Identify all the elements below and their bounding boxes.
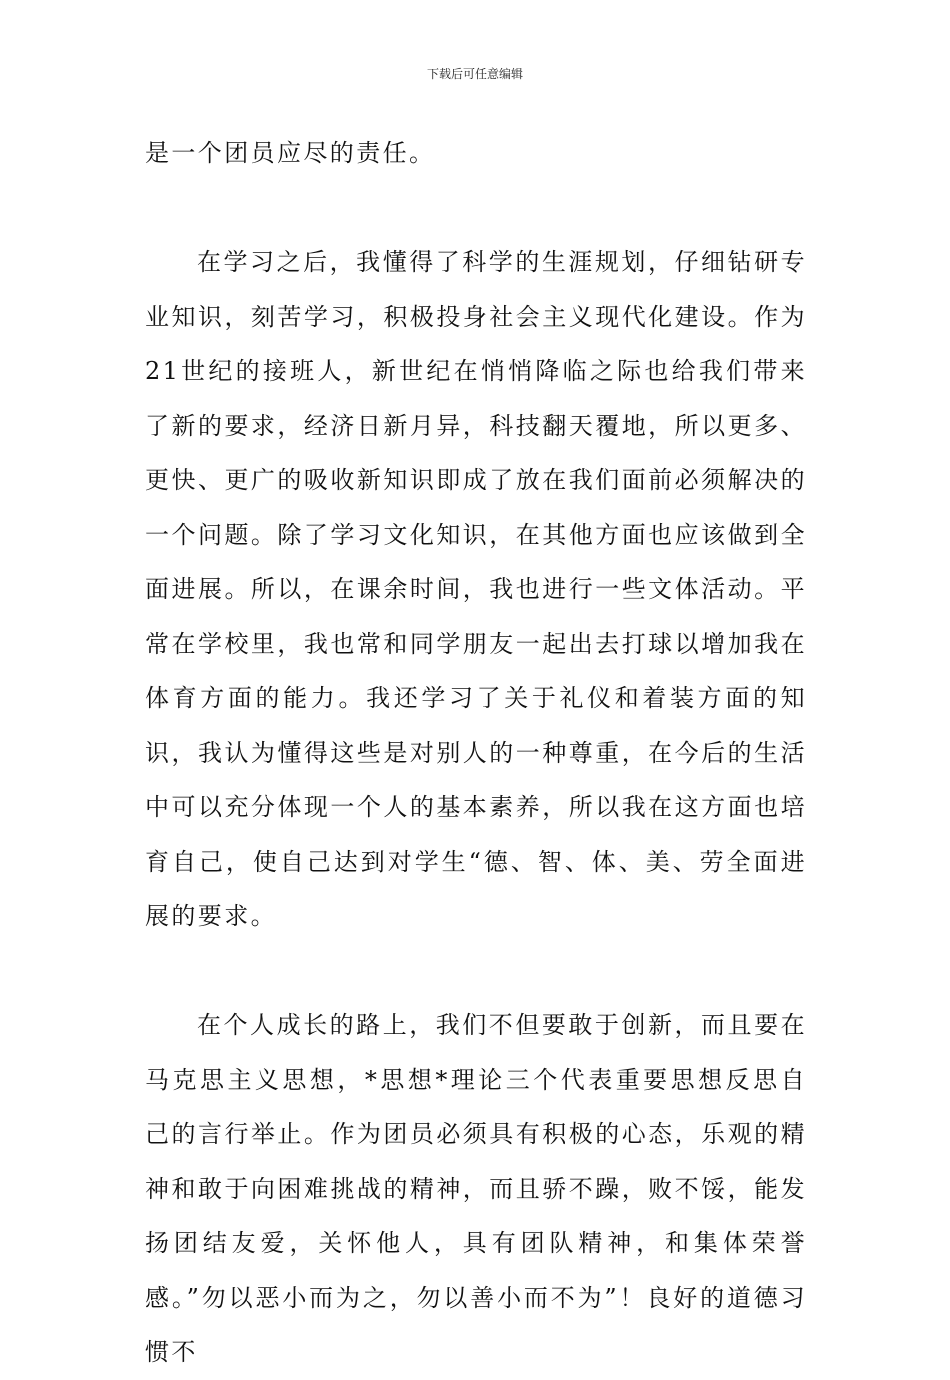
paragraph-continuation: 是一个团员应尽的责任。 <box>145 139 436 167</box>
paragraph-growth: 在个人成长的路上，我们不但要敢于创新，而且要在马克思主义思想，*思想*理论三个代表重要思想反思自己的言行举止。作为团员必须具有积极的心态，乐观的精神和敢于向困难挑战的精神，而且骄不躁，败不馁，能发扬团结友爱，关怀他人，具有团队精神，和集体荣誉感。”勿以恶小而为之，勿以善小而不为”！良好的道德习惯不 <box>145 1011 807 1366</box>
paragraph-gap <box>145 944 807 999</box>
paragraph-study: 在学习之后，我懂得了科学的生涯规划，仔细钻研专业知识，刻苦学习，积极投身社会主义现代化建设。作为21世纪的接班人，新世纪在悄悄降临之际也给我们带来了新的要求，经济日新月异，科技翻天覆地，所以更多、更快、更广的吸收新知识即成了放在我们面前必须解决的一个问题。除了学习文化知识，在其他方面也应该做到全面进展。所以，在课余时间，我也进行一些文体活动。平常在学校里，我也常和同学朋友一起出去打球以增加我在体育方面的能力。我还学习了关于礼仪和着装方面的知识，我认为懂得这些是对别人的一种尊重，在今后的生活中可以充分体现一个人的基本素养，所以我在这方面也培育自己，使自己达到对学生“德、智、体、美、劳全面进展的要求。 <box>145 248 807 930</box>
page-header: 下载后可任意编辑 <box>426 67 523 81</box>
paragraph-gap <box>145 181 807 236</box>
document-body <box>145 126 807 1380</box>
